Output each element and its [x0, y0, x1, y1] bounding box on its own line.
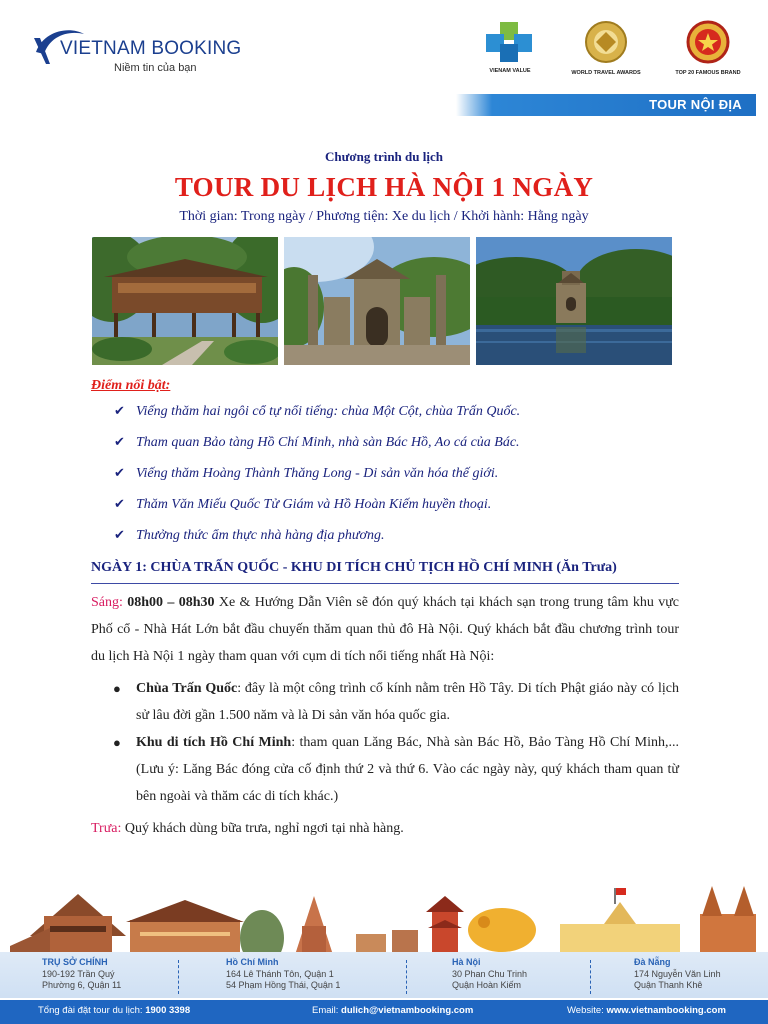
- top20-brand-icon: [683, 20, 733, 66]
- photo-temple-gate: [284, 237, 470, 365]
- award-top20: [665, 20, 751, 76]
- program-label: Chương trình du lịch: [325, 149, 443, 164]
- morning-paragraph: [91, 589, 679, 670]
- office-address: 30 Phan Chu Trinh: [452, 968, 528, 979]
- world-travel-award-icon: [581, 20, 631, 66]
- office-divider: [590, 960, 591, 994]
- award-label: VIENAM VALUE: [489, 68, 531, 74]
- award-label: WORLD TRAVEL AWARDS: [571, 70, 641, 76]
- vietnam-value-icon: [484, 20, 536, 64]
- checkmark-icon: ✔: [114, 528, 125, 543]
- morning-label: Sáng:: [91, 595, 123, 610]
- tour-meta: Thời gian: Trong ngày / Phương tiện: Xe du lịch / Khởi hành: Hằng ngày: [179, 209, 589, 224]
- brand-slogan: Niềm tin của bạn: [114, 62, 197, 74]
- office-hcm: [226, 957, 340, 992]
- bullet-icon: ●: [113, 681, 121, 696]
- award-world-travel: [566, 20, 646, 76]
- noon-text: Quý khách dùng bữa trưa, nghỉ ngơi tại nhà hàng.: [124, 821, 404, 836]
- office-address: Phường 6, Quận 11: [42, 980, 122, 990]
- checkmark-icon: ✔: [114, 404, 125, 419]
- office-hanoi: [452, 957, 527, 992]
- sight-name: Khu di tích Hồ Chí Minh: [136, 735, 292, 750]
- highlight-text: Viếng thăm hai ngôi cổ tự nổi tiếng: chùa Một Cột, chùa Trấn Quốc.: [136, 404, 521, 419]
- office-strip: [0, 952, 768, 998]
- email-label: Email:: [312, 1005, 339, 1016]
- office-address: 54 Phạm Hồng Thái, Quận 1: [226, 980, 341, 990]
- hotline-number: 1900 3398: [145, 1005, 191, 1016]
- highlight-item: [114, 497, 714, 528]
- highlight-text: Thăm Văn Miếu Quốc Tử Giám và Hồ Hoàn Kiếm huyền thoại.: [136, 497, 492, 512]
- office-address: 164 Lê Thánh Tôn, Quận 1: [226, 968, 334, 979]
- tour-category-label: TOUR NỘI ĐỊA: [649, 97, 742, 112]
- office-name: TRỤ SỞ CHÍNH: [42, 957, 108, 967]
- office-danang: [634, 957, 721, 992]
- office-name: Đà Nẵng: [634, 957, 671, 967]
- contact-bar: [0, 1000, 768, 1024]
- noon-paragraph: [91, 815, 679, 842]
- morning-text: Xe & Hướng Dẫn Viên sẽ đón quý khách tại khách sạn trong trung tâm khu vực Phố cổ - Nhà Hát Lớn bắt đầu chuyến thăm quan thủ đô Hà Nội. Quý khách bắt đầu chương trình tour du lịch Hà Nội 1 ngày tham quan với cụm di tích nổi tiếng nhất Hà Nội:: [91, 595, 680, 664]
- award-vietnam-value: [470, 20, 550, 74]
- brand-name: VIETNAM BOOKING: [60, 38, 242, 59]
- sight-text: : đây là một công trình cổ kính nằm trên Hồ Tây. Di tích Phật giáo này có lịch sử lâu đời gần 1.500 năm và là Di sản văn hóa quốc gia.: [136, 681, 679, 723]
- website-link[interactable]: [567, 1005, 726, 1016]
- checkmark-icon: ✔: [114, 466, 125, 481]
- checkmark-icon: ✔: [114, 497, 125, 512]
- office-address: Quận Hoàn Kiếm: [452, 980, 522, 990]
- highlight-item: [114, 435, 714, 466]
- highlight-item: [114, 466, 714, 497]
- tour-category-band: [456, 94, 756, 116]
- landmarks-skyline-illustration: [0, 876, 768, 958]
- office-address: Quận Thanh Khê: [634, 980, 703, 990]
- highlight-text: Tham quan Bảo tàng Hồ Chí Minh, nhà sàn Bác Hồ, Ao cá của Bác.: [136, 435, 520, 450]
- highlight-item: [114, 528, 714, 559]
- sight-item: [108, 675, 679, 729]
- office-address: 190-192 Trần Quý: [42, 968, 115, 979]
- sight-item: [108, 729, 679, 810]
- highlight-text: Viếng thăm Hoàng Thành Thăng Long - Di sản văn hóa thế giới.: [136, 466, 499, 481]
- office-divider: [178, 960, 179, 994]
- noon-label: Trưa:: [91, 821, 122, 836]
- bullet-icon: ●: [113, 735, 121, 750]
- sight-name: Chùa Trấn Quốc: [136, 681, 238, 696]
- website-label: Website:: [567, 1005, 604, 1016]
- email-link[interactable]: [312, 1005, 473, 1016]
- photo-stilt-house: [92, 237, 278, 365]
- checkmark-icon: ✔: [114, 435, 125, 450]
- day1-divider: [91, 583, 679, 584]
- brand-logo[interactable]: [30, 24, 240, 80]
- office-hq: [42, 957, 121, 992]
- hotline-label: Tổng đài đặt tour du lịch:: [38, 1005, 143, 1016]
- office-divider: [406, 960, 407, 994]
- morning-time: 08h00 – 08h30: [127, 595, 215, 610]
- award-label: TOP 20 FAMOUS BRAND: [675, 70, 741, 76]
- office-address: 174 Nguyễn Văn Linh: [634, 968, 721, 979]
- sight-text: : tham quan Lăng Bác, Nhà sàn Bác Hồ, Bảo Tàng Hồ Chí Minh,... (Lưu ý: Lăng Bác đóng cửa cố định thứ 2 và thứ 6. Vào các ngày này, quý khách tham quan từ bên ngoài và thăm các di tích khác.): [136, 735, 679, 804]
- tour-title: TOUR DU LỊCH HÀ NỘI 1 NGÀY: [174, 172, 594, 202]
- website-url: www.vietnambooking.com: [606, 1005, 726, 1016]
- highlight-text: Thưởng thức ẩm thực nhà hàng địa phương.: [136, 528, 385, 543]
- office-name: Hồ Chí Minh: [226, 957, 279, 967]
- hotline[interactable]: [38, 1005, 190, 1016]
- highlights-heading: Điểm nổi bật:: [91, 378, 171, 393]
- sights-list: [108, 675, 679, 810]
- highlight-item: [114, 404, 714, 435]
- email-address: dulich@vietnambooking.com: [341, 1005, 474, 1016]
- day1-heading: NGÀY 1: CHÙA TRẤN QUỐC - KHU DI TÍCH CHỦ TỊCH HỒ CHÍ MINH (Ăn Trưa): [91, 560, 617, 575]
- highlights-list: [114, 404, 714, 559]
- office-name: Hà Nội: [452, 957, 481, 967]
- photo-turtle-tower: [476, 237, 672, 365]
